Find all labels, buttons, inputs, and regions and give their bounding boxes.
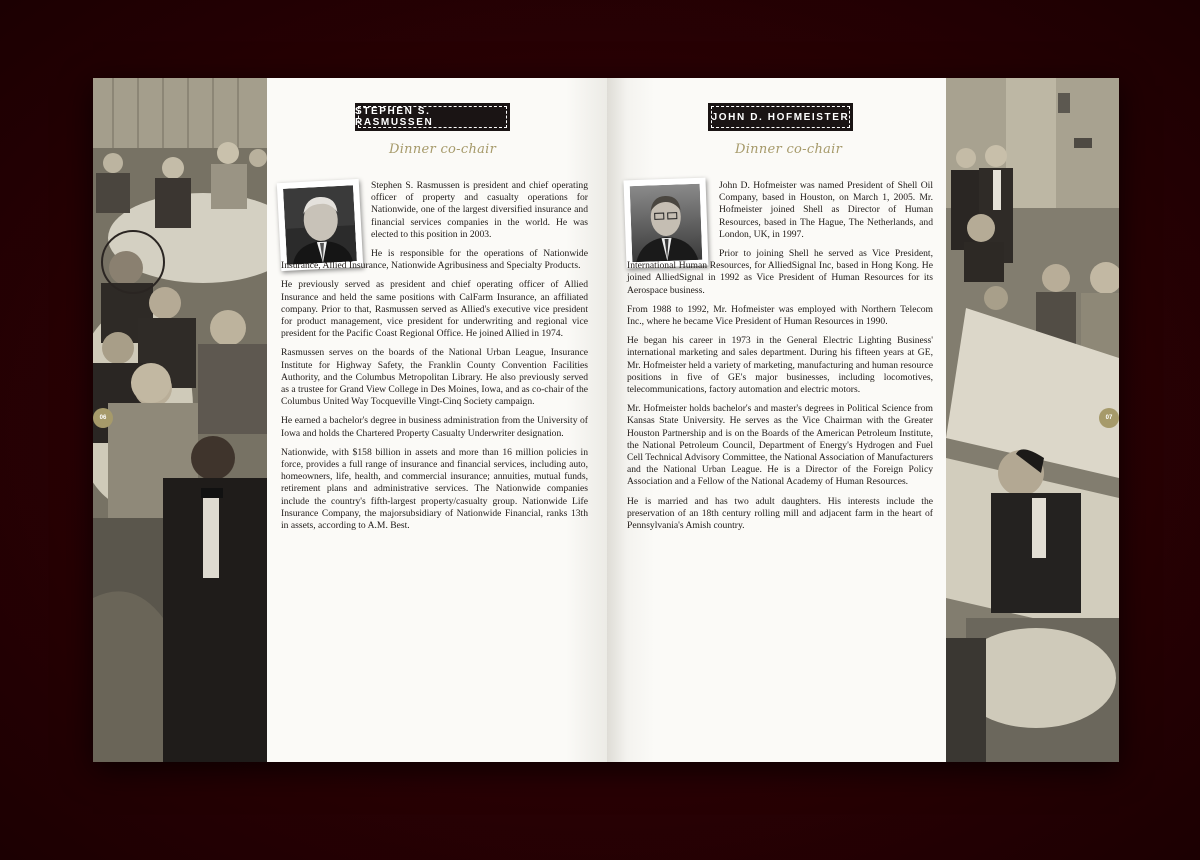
- name-plate-rasmussen: STEPHEN S. RASMUSSEN: [355, 103, 510, 131]
- right-banquet-photo: [946, 78, 1119, 762]
- paragraph-6: He is married and has two adult daughters. His interests include the preservation of an 18th century rolling mill and adjacent farm in the heart of Pennsylvania's Amish country.: [627, 495, 933, 532]
- highlight-circle: [101, 230, 165, 294]
- paragraph-5: Mr. Hofmeister holds bachelor's and master's degrees in Political Science from Kansas State University. He serves as the Vice Chairman with the Greater Houston Partnership and is on the Boards of the American Petroleum Institute, the National Petroleum Council, Department of Energy's Hydrogen and Fuel Cell Technical Advisory Committee, the National Association of Manufacturers and the National Urban League. He is a Director of the Foreign Policy Association and a Fellow of the National Academy of Human Resources.: [627, 403, 933, 488]
- name-plate-hofmeister: JOHN D. HOFMEISTER: [708, 103, 853, 131]
- paragraph-4: Rasmussen serves on the boards of the National Urban League, Insurance Institute for Highway Safety, the Franklin County Convention Facilities Authority, and the Columbus Metropolitan Library. He also previously served as a trustee for Grand View College in Des Moines, Iowa, and as co-chair of the Columbus United Way Tocqueville Vingt-Cinq Society campaign.: [281, 347, 588, 408]
- left-body-text: [281, 180, 588, 539]
- paragraph-4: He began his career in 1973 in the General Electric Lighting Business' international marketing and sales department. During his fifteen years at GE, Mr. Hofmeister held a variety of marketing, manufacturing and human resource positions in five of GE's major businesses, including locomotives, telecommunications, factory automation and electric motors.: [627, 335, 933, 396]
- paragraph-1: Stephen S. Rasmussen is president and chief operating officer of property and casualty operations for Nationwide, one of the largest diversified insurance and financial services companies in the world. He was elected to this position in 2003.: [371, 180, 588, 240]
- page-number-left: 06: [93, 408, 113, 428]
- page-number-right: 07: [1099, 408, 1119, 428]
- right-page: [607, 78, 946, 762]
- left-page: [267, 78, 607, 762]
- paragraph-3: From 1988 to 1992, Mr. Hofmeister was employed with Northern Telecom Inc., where he became Vice President of Human Resources in 1990.: [627, 303, 933, 328]
- paragraph-5: He earned a bachelor's degree in business administration from the University of Iowa and holds the Chartered Property Casualty Underwriter designation.: [281, 415, 588, 439]
- paragraph-2: Prior to joining Shell he served as Vice President, International Human Resources, for AlliedSignal Inc, based in Hong Kong. He joined AlliedSignal in 1992 as Vice President of Human Resources for its Aerospace business.: [627, 248, 933, 296]
- paragraph-6: Nationwide, with $158 billion in assets and more than 16 million policies in force, provides a full range of insurance and financial services, including auto, homeowners, life, health, and commercial insurance; annuities, mutual funds, retirement plans and administrative services. The Nationwide companies include the country's fifth-largest property/casualty group. Nationwide Life Insurance Company, the majorsubsidiary of Nationwide Financial, ranks 13th in assets, according to A.M. Best.: [281, 446, 588, 532]
- role-subtitle: Dinner co-chair: [389, 142, 497, 157]
- paragraph-3: He previously served as president and chief operating officer of Allied Insurance and held the same positions with CalFarm Insurance, an affiliated company. Prior to that, Rasmussen served as Allied's executive vice president for product management, vice president for underwriting and regional vice president for the Pacific Coast Regional Office. He joined Allied in 1974.: [281, 279, 588, 340]
- role-subtitle: Dinner co-chair: [735, 142, 843, 157]
- paragraph-1: John D. Hofmeister was named President of Shell Oil Company, based in Houston, on March 1, 2005. Mr. Hofmeister joined Shell as Director of Human Resources, based in The Hague, The Netherlands, and London, UK, in 1997.: [719, 180, 933, 240]
- paragraph-2: He is responsible for the operations of Nationwide Insurance, Allied Insurance, Nationwide Agribusiness and Specialty Products.: [281, 248, 588, 272]
- brochure-spread: [93, 78, 1119, 762]
- left-banquet-photo: [93, 78, 267, 762]
- right-body-text: [627, 180, 933, 539]
